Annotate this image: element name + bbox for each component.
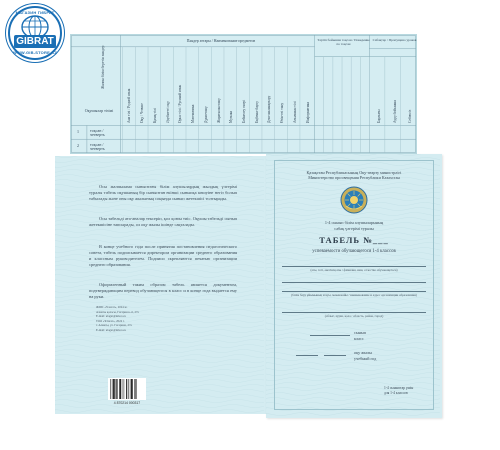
subject-column-header: Жаратылыстану [216,98,221,123]
class-label-kz: сынып [354,330,366,335]
subject-column-header: Ағылшын тілі [292,101,297,123]
class-label-ru: класс [354,336,364,341]
region-caption: (облыс, аудан, қала / область, район, город) [324,314,384,318]
instruction-paragraph-3: В конце учебного года после принятия постановления педагогического совета, табель подписывается директором организации среднего образования и классным руководителем. Подписи скрепляются печатью организации среднего образования. [89,244,237,267]
school-line-2[interactable] [282,291,426,292]
subject-column-header: Әдебиетті оқу [165,101,170,123]
region-line[interactable] [282,312,426,313]
school-caption: (білім беру ұйымының атауы, мекенжайы / наименование и адрес организации образования) [291,293,417,297]
subject-column-header: Өзін-өзі тану [280,102,285,123]
school-line-1[interactable] [282,282,426,283]
subjects-header: Пәндер аттары / Наименование предметов [186,39,256,43]
instruction-paragraph-2: Осы табельді ата-аналар тексеріп, қол қоюы тиіс. Оқушы табельді сынып жетекшісіне тапсырады, ол оқу жылы ішінде сақталады. [89,216,237,227]
footer-ru: для 1-4 классов [384,391,408,395]
subject-column-header: Музыка [229,110,234,123]
first-column-header: Жалпы білім беретін пәндер [101,45,105,89]
absence-column-header: Барлығы [376,109,381,123]
state-emblem-icon [340,186,368,214]
store-logo [8,6,62,60]
row-2-label: тоқсан / четверть [90,142,105,152]
instruction-paragraph-1: Осы жалпылама сыныптағы білім алушылардың жылдық үлгерімі туралы табель оқушының бір сыныптан екінші сыныпқа көшуіне негіз болып табылады және оны оқу жылының соңында сынып жетекшісі толтырады. [89,184,237,201]
footer-kz: 1-4 сыныптар үшін [384,386,414,390]
year-end-line[interactable] [324,355,346,356]
row-1-label: тоқсан / четверть [90,128,105,138]
row-2-number: 2 [77,143,79,148]
subject-column-header: Дене шынықтыру [267,95,272,123]
report-card-table-spread [70,34,417,154]
imprint-line: E-mail: ulagat@inbox.ru [96,327,126,332]
back-cover-page [55,156,267,414]
barcode-number: 4 870214 000317 [113,401,141,405]
year-label-ru: учебный год [354,356,377,361]
title-kz-line-1: 1-4 сынып білім алушыларының [324,220,384,225]
logo-ring-top-text: МАГАЗИН ГИБРАТ [15,10,55,15]
row-1-number: 1 [77,129,79,134]
subject-column-header: Ана тілі / Родной язык [127,88,132,123]
front-cover-page [266,154,442,418]
class-line[interactable] [310,335,350,336]
ministry-name-kz: Қазақстан Республикасының Оқу-ағарту министрлігі [306,170,402,175]
instruction-paragraph-4: Оформленный таким образом табель является документом, подтверждающим перевод обучающегося в класс и в конце года выдается ему на руки. [89,282,237,299]
imprint-line: Алматы қаласы, Гагарин к-сі, 27а [96,309,139,314]
publisher-imprint [96,305,176,333]
students-list-header: Оқушылар тізімі [84,108,114,113]
subject-column-header: Бейнелеу өнері [241,99,246,123]
student-name-line[interactable] [282,266,426,267]
subject-column-header: Оқу / Чтение [140,103,145,123]
subject-column-header: Дүниетану [203,106,208,123]
logo-ring-bottom-text: WWW.GIB-STORE.KZ [12,50,57,55]
title-kz-line-2: сабақ үлгерімі туралы [334,226,374,231]
absence-header: Сабақтар / Пропущено уроков [372,38,417,42]
subject-column-header: Орыс тілі / Русский язык [178,84,183,123]
imprint-line: E-mail: ulagat@inbox.ru [96,314,126,319]
report-card-title: ТАБЕЛЬ №___ [319,235,389,245]
year-start-line[interactable] [296,355,318,356]
year-label-kz: оқу жылы [354,350,372,355]
barcode-icon [108,378,146,400]
behaviour-header: Тәртіп бойынша тоқсан / Поведение по тоқсан [317,38,370,47]
absence-column-header: Себепсіз [408,109,413,123]
imprint-line: ТОО «Ұлағат», 2024 г. [96,318,125,323]
imprint-line: г. Алматы, ул. Гагарина, 27а [96,323,132,328]
subject-column-header: Информатика [305,102,310,123]
subject-column-header: Математика [191,104,196,123]
absence-column-header: Ауру бойынша [392,100,397,123]
title-ru: успеваемости обучающегося 1-4 классов [312,249,396,254]
subject-column-header: Қазақ тілі [152,107,157,123]
logo-wordmark: GIBRAT [16,36,54,47]
student-name-caption: (аты, тегі, әкесінің аты / фамилия, имя, отчество обучающегося) [310,268,398,272]
subject-column-header: Еңбекке баулу [254,101,259,123]
imprint-line: ЖШС «Ұлағат», 2024 ж. [96,305,128,309]
ministry-name-ru: Министерство просвещения Республики Казахстан [308,175,400,180]
